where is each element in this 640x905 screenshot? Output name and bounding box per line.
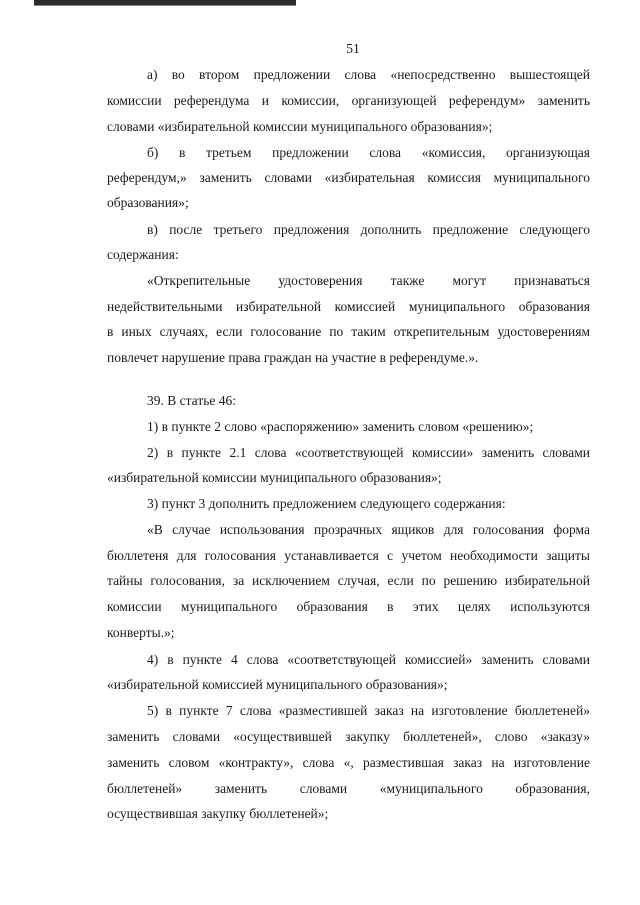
text-line: словами «избирательной комиссии муниципального образования»; — [107, 119, 493, 134]
text-line: «избирательной комиссии муниципального образования»; — [107, 470, 442, 485]
text-line: конверты.»; — [107, 625, 175, 640]
text-line: заменить словами «осуществившей закупку бюллетеней», слово «заказу» — [107, 729, 590, 744]
scan-edge-mark-thin — [34, 5, 296, 6]
text-line: а) во втором предложении слова «непосредственно вышестоящей — [147, 67, 590, 82]
text-line: образования»; — [107, 195, 189, 210]
text-line: бюллетеня для голосования устанавливается с учетом необходимости защиты — [107, 548, 590, 563]
text-line: тайны голосования, за исключением случая, если по решению избирательной — [107, 573, 590, 588]
text-line: комиссии муниципального образования в этих целях используются — [107, 599, 590, 614]
text-line: осуществившая закупку бюллетеней»; — [107, 806, 329, 821]
page-number: 51 — [346, 41, 360, 56]
text-line: 5) в пункте 7 слова «разместившей заказ на изготовление бюллетеней» — [147, 703, 590, 718]
text-line: б) в третьем предложении слова «комиссия, организующая — [147, 145, 590, 160]
text-line: «Открепительные удостоверения также могут признаваться — [147, 273, 590, 288]
text-line: недействительными избирательной комиссией муниципального образования — [107, 299, 590, 314]
text-line: заменить словом «контракту», слова «, разместившая заказ на изготовление — [107, 755, 590, 770]
text-line: 4) в пункте 4 слова «соответствующей комиссией» заменить словами — [147, 652, 590, 667]
text-line: содержания: — [107, 247, 179, 262]
section-heading: 39. В статье 46: — [147, 393, 237, 408]
text-line: повлечет нарушение права граждан на участие в референдуме.». — [107, 350, 479, 365]
text-line: бюллетеней» заменить словами «муниципального образования, — [107, 781, 590, 796]
text-line: референдум,» заменить словами «избирательная комиссия муниципального — [107, 170, 590, 185]
text-line: 1) в пункте 2 слово «распоряжению» заменить словом «решению»; — [147, 419, 534, 434]
text-line: 3) пункт 3 дополнить предложением следующего содержания: — [147, 496, 506, 511]
text-line: «В случае использования прозрачных ящиков для голосования форма — [147, 522, 590, 537]
text-line: «избирательной комиссией муниципального образования»; — [107, 677, 448, 692]
text-line: в) после третьего предложения дополнить предложение следующего — [147, 222, 590, 237]
text-line: 2) в пункте 2.1 слова «соответствующей комиссии» заменить словами — [147, 445, 590, 460]
text-line: комиссии референдума и комиссии, организующей референдум» заменить — [107, 93, 590, 108]
text-line: в иных случаях, если голосование по таким открепительным удостоверениям — [107, 324, 590, 339]
